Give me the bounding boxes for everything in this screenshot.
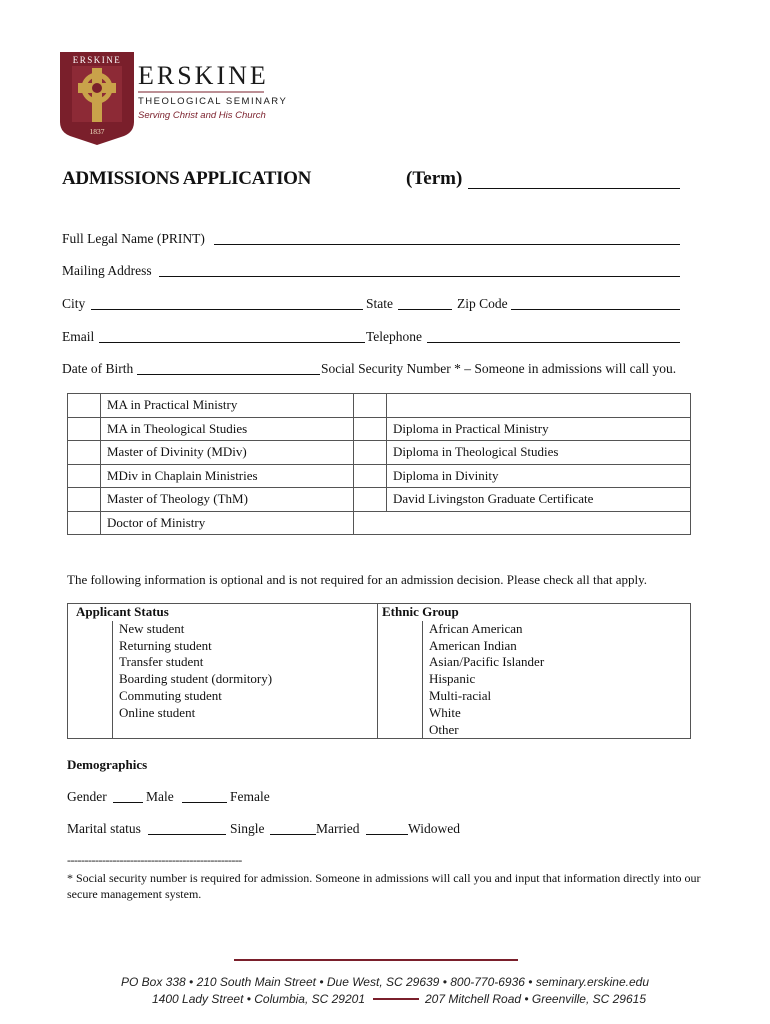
status-checkbox[interactable] bbox=[68, 705, 113, 722]
marital-status-label: Marital status bbox=[67, 821, 141, 836]
status-checkbox[interactable] bbox=[68, 688, 113, 705]
program-item: MA in Practical Ministry bbox=[101, 394, 354, 418]
program-row bbox=[68, 417, 691, 441]
program-item: Master of Theology (ThM) bbox=[101, 488, 354, 512]
status-checkbox[interactable] bbox=[68, 621, 113, 638]
logo-shield-text: ERSKINE bbox=[72, 55, 122, 65]
ethnic-checkbox[interactable] bbox=[378, 722, 423, 739]
zip-label: Zip Code bbox=[457, 296, 508, 311]
footer-divider bbox=[234, 959, 518, 961]
footer-separator bbox=[373, 998, 419, 1000]
form-title: ADMISSIONS APPLICATION bbox=[62, 168, 312, 189]
program-checkbox[interactable] bbox=[68, 441, 101, 465]
ethnic-checkbox[interactable] bbox=[378, 638, 423, 655]
program-item: MA in Theological Studies bbox=[101, 417, 354, 441]
city-label: City bbox=[62, 296, 86, 311]
applicant-status-column bbox=[68, 604, 378, 739]
program-item: Diploma in Theological Studies bbox=[387, 441, 691, 465]
status-item: Boarding student (dormitory) bbox=[119, 671, 273, 687]
ssn-label: Social Security Number * – Someone in admissions will call you. bbox=[321, 361, 677, 376]
widowed-label: Widowed bbox=[408, 821, 460, 836]
program-item: Master of Divinity (MDiv) bbox=[101, 441, 354, 465]
telephone-label: Telephone bbox=[366, 329, 423, 344]
ethnic-item: Multi-racial bbox=[429, 687, 492, 703]
logo-name: ERSKINE bbox=[138, 61, 269, 90]
state-label: State bbox=[366, 296, 393, 311]
male-label: Male bbox=[146, 789, 174, 804]
status-checkbox[interactable] bbox=[68, 638, 113, 655]
status-checkbox[interactable] bbox=[68, 654, 113, 671]
optional-info-table bbox=[67, 603, 691, 739]
status-checkbox[interactable] bbox=[68, 671, 113, 688]
ethnic-checkbox[interactable] bbox=[378, 671, 423, 688]
program-row bbox=[68, 441, 691, 465]
dob-label: Date of Birth bbox=[62, 361, 134, 376]
program-checkbox[interactable] bbox=[68, 394, 101, 418]
zip-input[interactable] bbox=[511, 309, 680, 310]
ethnic-item: African American bbox=[429, 620, 523, 636]
ethnic-group-column bbox=[378, 604, 691, 739]
dob-input[interactable] bbox=[137, 374, 320, 375]
program-checkbox[interactable] bbox=[68, 417, 101, 441]
footer-address-line: PO Box 338 • 210 South Main Street • Due West, SC 29639 • 800-770-6936 • seminary.erskine.edu bbox=[121, 975, 649, 989]
program-item: Diploma in Practical Ministry bbox=[387, 417, 691, 441]
ethnic-group-header: Ethnic Group bbox=[382, 604, 459, 619]
logo-year: 1837 bbox=[89, 127, 105, 136]
status-item: Online student bbox=[119, 704, 196, 720]
gender-label: Gender bbox=[67, 789, 107, 804]
ethnic-item: Other bbox=[429, 721, 459, 737]
ethnic-checkbox[interactable] bbox=[378, 621, 423, 638]
city-input[interactable] bbox=[91, 309, 363, 310]
mailing-address-input[interactable] bbox=[159, 276, 680, 277]
married-input[interactable] bbox=[270, 834, 316, 835]
full-name-label: Full Legal Name (PRINT) bbox=[62, 231, 205, 246]
applicant-status-header: Applicant Status bbox=[76, 604, 169, 619]
ethnic-checkbox[interactable] bbox=[378, 654, 423, 671]
erskine-logo bbox=[58, 52, 288, 146]
single-label: Single bbox=[230, 821, 265, 836]
status-item: Commuting student bbox=[119, 687, 222, 703]
widowed-input[interactable] bbox=[366, 834, 408, 835]
term-label: (Term) bbox=[406, 168, 463, 189]
ethnic-item: White bbox=[429, 704, 461, 720]
program-checkbox[interactable] bbox=[354, 488, 387, 512]
program-item: David Livingston Graduate Certificate bbox=[387, 488, 691, 512]
footnote-text: * Social security number is required for admission. Someone in admissions will call you and input that information directly into our secure management system. bbox=[67, 871, 701, 901]
full-name-input[interactable] bbox=[214, 244, 680, 245]
footer-greenville: 207 Mitchell Road • Greenville, SC 29615 bbox=[425, 992, 646, 1006]
logo-subtitle: THEOLOGICAL SEMINARY bbox=[138, 96, 288, 107]
ethnic-item: American Indian bbox=[429, 637, 517, 653]
status-checkbox[interactable] bbox=[68, 722, 113, 739]
email-input[interactable] bbox=[99, 342, 365, 343]
program-item: Diploma in Divinity bbox=[387, 464, 691, 488]
status-item: Transfer student bbox=[119, 654, 204, 670]
program-row bbox=[68, 488, 691, 512]
program-item: Doctor of Ministry bbox=[101, 511, 354, 535]
demographics-heading: Demographics bbox=[67, 757, 148, 772]
married-label: Married bbox=[316, 821, 360, 836]
ethnic-item: Hispanic bbox=[429, 671, 476, 687]
optional-note: The following information is optional and is not required for an admission decision. Please check all that apply. bbox=[67, 572, 648, 587]
program-checkbox[interactable] bbox=[68, 488, 101, 512]
program-checkbox[interactable] bbox=[68, 511, 101, 535]
email-label: Email bbox=[62, 329, 95, 344]
program-checkbox[interactable] bbox=[354, 464, 387, 488]
program-table bbox=[67, 393, 691, 535]
ethnic-item: Asian/Pacific Islander bbox=[429, 654, 545, 670]
logo-tagline: Serving Christ and His Church bbox=[138, 110, 266, 121]
program-item bbox=[387, 394, 691, 418]
program-row bbox=[68, 394, 691, 418]
state-input[interactable] bbox=[398, 309, 452, 310]
program-row bbox=[68, 511, 691, 535]
ethnic-checkbox[interactable] bbox=[378, 705, 423, 722]
single-input[interactable] bbox=[148, 834, 226, 835]
program-row bbox=[68, 464, 691, 488]
program-checkbox[interactable] bbox=[354, 394, 387, 418]
mailing-address-label: Mailing Address bbox=[62, 263, 152, 278]
male-input[interactable] bbox=[113, 802, 143, 803]
program-empty-cell bbox=[354, 511, 691, 535]
status-item: Returning student bbox=[119, 637, 212, 653]
female-label: Female bbox=[230, 789, 270, 804]
program-checkbox[interactable] bbox=[354, 417, 387, 441]
program-item: MDiv in Chaplain Ministries bbox=[101, 464, 354, 488]
program-checkbox[interactable] bbox=[354, 441, 387, 465]
term-input[interactable] bbox=[468, 188, 680, 189]
telephone-input[interactable] bbox=[427, 342, 680, 343]
footnote-separator: -------------------------------------------------- bbox=[67, 853, 242, 867]
status-item: New student bbox=[119, 620, 185, 636]
ethnic-checkbox[interactable] bbox=[378, 688, 423, 705]
female-input[interactable] bbox=[182, 802, 227, 803]
program-checkbox[interactable] bbox=[68, 464, 101, 488]
footer-columbia: 1400 Lady Street • Columbia, SC 29201 bbox=[152, 992, 365, 1006]
